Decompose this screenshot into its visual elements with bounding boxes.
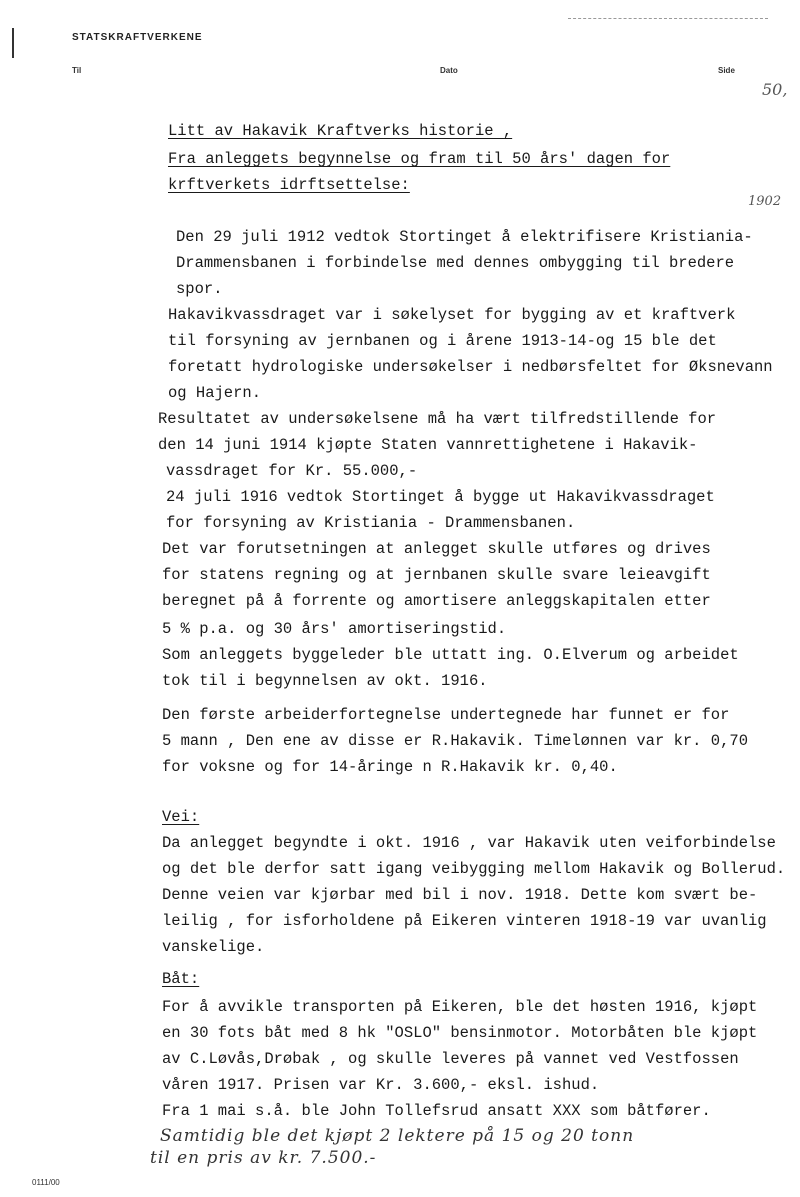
section-line: en 30 fots båt med 8 hk "OSLO" bensinmotor. Motorbåten ble kjøpt	[162, 1024, 758, 1042]
section-line: For å avvikle transporten på Eikeren, ble det høsten 1916, kjøpt	[162, 998, 758, 1016]
letterhead-til: Til	[72, 66, 82, 75]
section-line: leilig , for isforholdene på Eikeren vinteren 1918-19 var uvanlig	[162, 912, 767, 930]
letterhead-side: Side	[718, 66, 735, 75]
body-line: beregnet på å forrente og amortisere anleggskapitalen etter	[162, 592, 711, 610]
handwritten-line: Samtidig ble det kjøpt 2 lektere på 15 og 20 tonn	[160, 1126, 635, 1146]
body-line: Hakavikvassdraget var i søkelyset for bygging av et kraftverk	[168, 306, 736, 324]
section-line: og det ble derfor satt igang veibygging mellom Hakavik og Bollerud.	[162, 860, 786, 878]
section-line: Fra 1 mai s.å. ble John Tollefsrud ansatt XXX som båtfører.	[162, 1102, 711, 1120]
margin-year-annotation: 1902	[748, 194, 782, 209]
title-line: Fra anleggets begynnelse og fram til 50 års' dagen for	[168, 150, 671, 168]
body-line: og Hajern.	[168, 384, 262, 402]
body-line: vassdraget for Kr. 55.000,-	[166, 462, 418, 480]
handwritten-line: til en pris av kr. 7.500.-	[150, 1148, 377, 1168]
title-line: Litt av Hakavik Kraftverks historie ,	[168, 122, 513, 140]
body-line: for statens regning og at jernbanen skulle svare leieavgift	[162, 566, 711, 584]
body-line: den 14 juni 1914 kjøpte Staten vannrettighetene i Hakavik-	[158, 436, 698, 454]
body-line: Drammensbanen i forbindelse med dennes ombygging til bredere	[176, 254, 735, 272]
body-line: spor.	[176, 280, 223, 298]
body-line: Som anleggets byggeleder ble uttatt ing. O.Elverum og arbeidet	[162, 646, 739, 664]
body-line: Resultatet av undersøkelsene må ha vært tilfredstillende for	[158, 410, 717, 428]
section-line: vanskelige.	[162, 938, 265, 956]
body-line: for forsyning av Kristiania - Drammensbanen.	[166, 514, 576, 532]
binder-mark	[12, 28, 14, 58]
body-line: tok til i begynnelsen av okt. 1916.	[162, 672, 488, 690]
section-line: av C.Løvås,Drøbak , og skulle leveres på vannet ved Vestfossen	[162, 1050, 739, 1068]
body-line: for voksne og for 14-åringe n R.Hakavik kr. 0,40.	[162, 758, 618, 776]
body-line: Den første arbeiderfortegnelse undertegnede har funnet er for	[162, 706, 730, 724]
footer-code: 0111/00	[32, 1178, 60, 1187]
body-line: Det var forutsetningen at anlegget skulle utføres og drives	[162, 540, 711, 558]
title-line: krftverkets idrftsettelse:	[168, 176, 410, 194]
body-line: 5 % p.a. og 30 års' amortiseringstid.	[162, 620, 507, 638]
section-line: Da anlegget begyndte i okt. 1916 , var Hakavik uten veiforbindelse	[162, 834, 776, 852]
section-line: Denne veien var kjørbar med bil i nov. 1918. Dette kom svært be-	[162, 886, 758, 904]
letterhead-dato: Dato	[440, 66, 458, 75]
body-line: Den 29 juli 1912 vedtok Stortinget å elektrifisere Kristiania-	[176, 228, 753, 246]
letterhead-org: STATSKRAFTVERKENE	[72, 32, 203, 43]
body-line: 24 juli 1916 vedtok Stortinget å bygge ut Hakavikvassdraget	[166, 488, 715, 506]
top-right-scribble	[568, 4, 768, 19]
section-heading: Båt:	[162, 970, 200, 988]
page-number-annotation: 50,	[762, 80, 788, 99]
section-heading: Vei:	[162, 808, 200, 826]
body-line: 5 mann , Den ene av disse er R.Hakavik. Timelønnen var kr. 0,70	[162, 732, 748, 750]
body-line: til forsyning av jernbanen og i årene 1913-14-og 15 ble det	[168, 332, 717, 350]
body-line: foretatt hydrologiske undersøkelser i nedbørsfeltet for Øksnevann	[168, 358, 773, 376]
section-line: våren 1917. Prisen var Kr. 3.600,- eksl. ishud.	[162, 1076, 600, 1094]
